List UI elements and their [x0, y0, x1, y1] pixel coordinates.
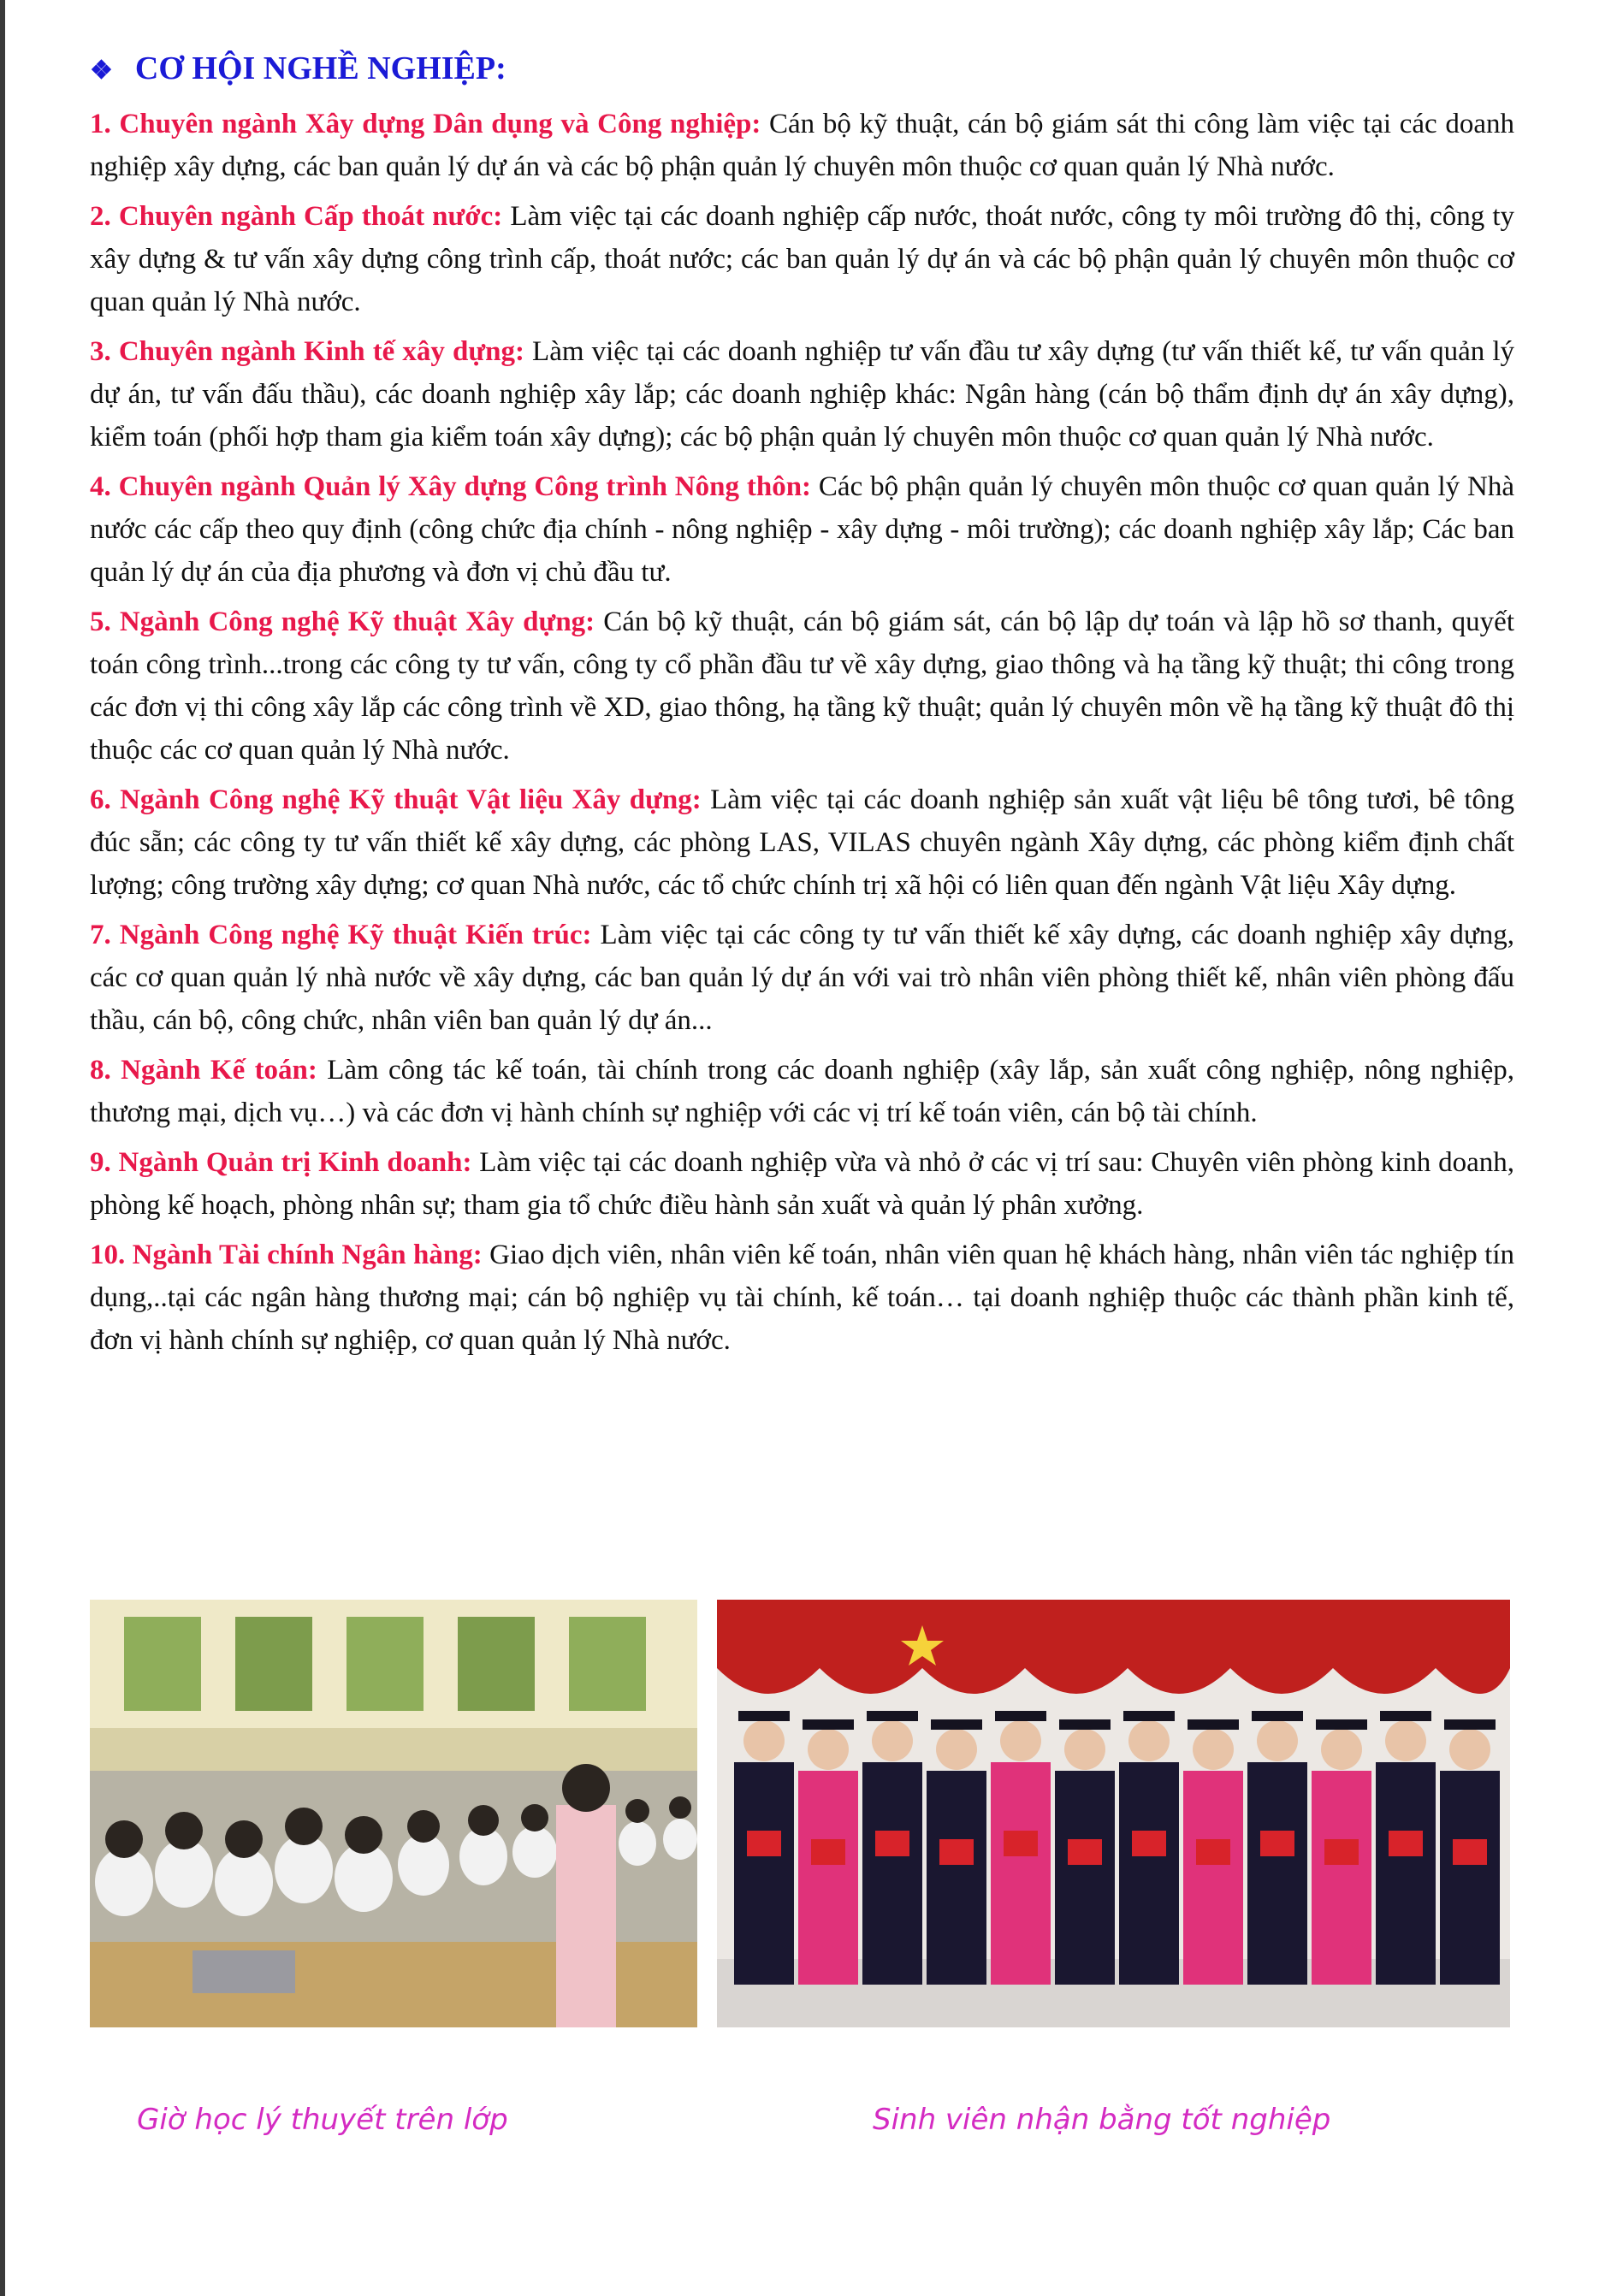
career-item-2	[90, 195, 1514, 323]
career-item-text: Làm việc tại các doanh nghiệp tư vấn đầu tư xây dựng (tư vấn thiết kế, tư vấn quản lý dự án, tư vấn đấu thầu), các doanh nghiệp xây lắp; các doanh nghiệp khác: Ngân hàng (cán bộ thẩm định dự án xây dựng), kiểm toán (phối hợp tham gia kiểm toán xây dựng); các bộ phận quản lý chuyên môn thuộc cơ quan quản lý Nhà nước.	[90, 336, 1515, 453]
career-item-9	[90, 1141, 1514, 1227]
career-item-10	[90, 1234, 1514, 1362]
section-heading: ❖ CƠ HỘI NGHỀ NGHIỆP:	[90, 50, 506, 86]
career-item-label: 2. Chuyên ngành Cấp thoát nước:	[90, 201, 503, 232]
career-item-label: 10. Ngành Tài chính Ngân hàng:	[90, 1240, 483, 1270]
caption-graduation: Sinh viên nhận bằng tốt nghiệp	[873, 2103, 1331, 2137]
career-item-text: Cán bộ kỹ thuật, cán bộ giám sát thi công làm việc tại các doanh nghiệp xây dựng, các ban quản lý dự án và các bộ phận quản lý chuyên môn thuộc cơ quan quản lý Nhà nước.	[90, 109, 1514, 182]
photo-row	[90, 1600, 1510, 2027]
career-item-4	[90, 465, 1514, 594]
diamond-bullet-icon: ❖	[90, 56, 113, 85]
career-item-label: 6. Ngành Công nghệ Kỹ thuật Vật liệu Xây dựng:	[90, 784, 702, 815]
graduation-photo	[717, 1600, 1510, 2027]
career-item-text: Các bộ phận quản lý chuyên môn thuộc cơ quan quản lý Nhà nước các cấp theo quy định (công chức địa chính - nông nghiệp - xây dựng - môi trường); các doanh nghiệp xây lắp; Các ban quản lý dự án của địa phương và đơn vị chủ đầu tư.	[90, 471, 1514, 588]
career-item-text: Làm việc tại các doanh nghiệp vừa và nhỏ ở các vị trí sau: Chuyên viên phòng kinh doanh, phòng kế hoạch, phòng nhân sự; tham gia tổ chức điều hành sản xuất và quản lý phân xưởng.	[90, 1147, 1514, 1221]
career-section	[90, 47, 1514, 1369]
career-item-label: 7. Ngành Công nghệ Kỹ thuật Kiến trúc:	[90, 920, 592, 950]
career-item-label: 3. Chuyên ngành Kinh tế xây dựng:	[90, 336, 524, 367]
career-item-7	[90, 914, 1514, 1042]
career-item-text: Làm việc tại các doanh nghiệp sản xuất vật liệu bê tông tươi, bê tông đúc sẵn; các công ty tư vấn thiết kế xây dựng, các phòng LAS, VILAS chuyên ngành Xây dựng, các phòng kiểm định chất lượng; công trường xây dựng; cơ quan Nhà nước, các tổ chức chính trị xã hội có liên quan đến ngành Vật liệu Xây dựng.	[90, 784, 1514, 901]
career-item-1	[90, 103, 1514, 188]
career-item-text: Cán bộ kỹ thuật, cán bộ giám sát, cán bộ lập dự toán và lập hồ sơ thanh, quyết toán công trình...trong các công ty tư vấn, công ty cổ phần đầu tư về xây dựng, giao thông và hạ tầng kỹ thuật; thi công trong các đơn vị thi công xây lắp các công trình về XD, giao thông, hạ tầng kỹ thuật; quản lý chuyên môn về hạ tầng kỹ thuật đô thị thuộc các cơ quan quản lý Nhà nước.	[90, 607, 1514, 766]
career-item-text: Làm việc tại các công ty tư vấn thiết kế xây dựng, các doanh nghiệp xây dựng, các cơ quan quản lý nhà nước về xây dựng, các ban quản lý dự án với vai trò nhân viên phòng thiết kế, nhân viên phòng đấu thầu, cán bộ, công chức, nhân viên ban quản lý dự án...	[90, 920, 1514, 1036]
career-item-text: Làm việc tại các doanh nghiệp cấp nước, thoát nước, công ty môi trường đô thị, công ty xây dựng & tư vấn xây dựng công trình cấp, thoát nước; các ban quản lý dự án và các bộ phận quản lý chuyên môn thuộc cơ quan quản lý Nhà nước.	[90, 201, 1514, 317]
career-item-8	[90, 1049, 1514, 1134]
career-item-5	[90, 601, 1514, 772]
career-item-label: 1. Chuyên ngành Xây dựng Dân dụng và Công nghiệp:	[90, 109, 761, 139]
classroom-photo	[90, 1600, 697, 2027]
career-item-text: Làm công tác kế toán, tài chính trong các doanh nghiệp (xây lắp, sản xuất công nghiệp, nông nghiệp, thương mại, dịch vụ…) và các đơn vị hành chính sự nghiệp với các vị trí kế toán viên, cán bộ tài chính.	[90, 1055, 1514, 1128]
career-item-3	[90, 330, 1514, 459]
page-left-border	[0, 0, 5, 2296]
classroom-illustration	[90, 1600, 697, 2027]
caption-classroom: Giờ học lý thuyết trên lớp	[137, 2103, 508, 2137]
career-item-6	[90, 778, 1514, 907]
career-item-label: 8. Ngành Kế toán:	[90, 1055, 317, 1086]
career-item-label: 5. Ngành Công nghệ Kỹ thuật Xây dựng:	[90, 607, 595, 637]
career-item-label: 9. Ngành Quản trị Kinh doanh:	[90, 1147, 472, 1178]
career-item-label: 4. Chuyên ngành Quản lý Xây dựng Công trình Nông thôn:	[90, 471, 812, 502]
graduation-illustration	[717, 1600, 1510, 2027]
career-item-text: Giao dịch viên, nhân viên kế toán, nhân viên quan hệ khách hàng, nhân viên tác nghiệp tín dụng,..tại các ngân hàng thương mại; cán bộ nghiệp vụ tài chính, kế toán… tại doanh nghiệp thuộc các thành phần kinh tế, đơn vị hành chính sự nghiệp, cơ quan quản lý Nhà nước.	[90, 1240, 1515, 1356]
